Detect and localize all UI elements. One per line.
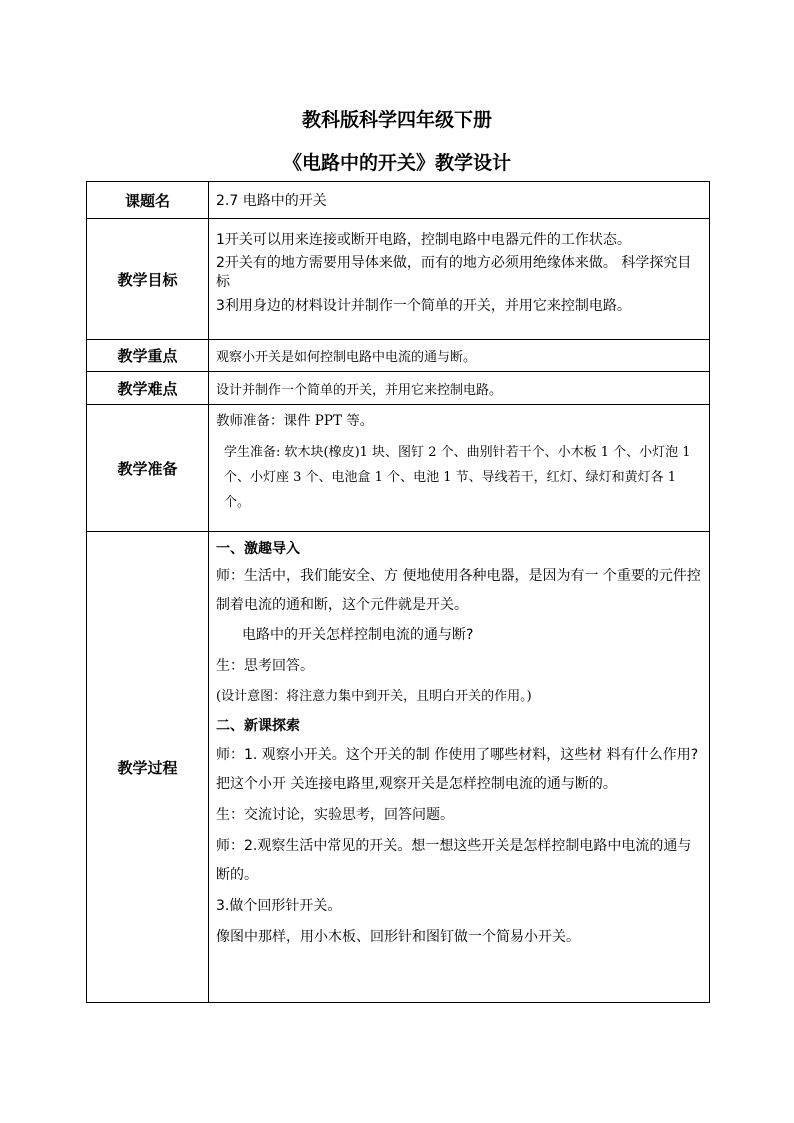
process-paragraph: 像图中那样，用小木板、回形针和图钉做一个简易小开关。 — [216, 929, 580, 945]
goals-content — [209, 219, 710, 340]
difficulty-label: 教学难点 — [87, 372, 209, 405]
row-preparation — [87, 405, 710, 532]
teacher-prep: 教师准备：课件 PPT 等。 — [216, 413, 374, 429]
process-paragraph: 生：交流讨论，实验思考，回答问题。 — [216, 807, 454, 823]
preparation-label: 教学准备 — [87, 405, 209, 532]
section-title: 一、激趣导入 — [216, 541, 300, 557]
preparation-content — [209, 405, 710, 532]
section-title: 二、新课探索 — [216, 718, 300, 734]
process-paragraph: 师：2.观察生活中常见的开关。想一想这些开关是怎样控制电路中电流的通与断的。 — [216, 838, 692, 883]
process-paragraph: 师：1. 观察小开关。这个开关的制 作使用了哪些材料，这些材 料有什么作用?把这个小开 关连接电路里,观察开关是怎样控制电流的通与断的。 — [216, 747, 699, 792]
row-topic — [87, 182, 710, 219]
row-key-point — [87, 340, 710, 372]
key-point-label: 教学重点 — [87, 340, 209, 372]
key-point-value: 观察小开关是如何控制电路中电流的通与断。 — [209, 340, 710, 372]
goal-item: 2开关有的地方需要用导体来做，而有的地方必须用绝缘体来做。 科学探究目标 — [216, 255, 692, 290]
process-paragraph: 电路中的开关怎样控制电流的通与断? — [242, 627, 474, 643]
lesson-plan-table — [86, 181, 710, 1003]
topic-value: 2.7 电路中的开关 — [209, 182, 710, 219]
goal-item: 3利用身边的材料设计并制作一个简单的开关，并用它来控制电路。 — [216, 298, 631, 314]
process-paragraph: 师：生活中，我们能安全、方 便地使用各种电器，是因为有一 个重要的元件控制着电流的通和断，这个元件就是开关。 — [216, 568, 701, 613]
row-process — [87, 532, 710, 1003]
difficulty-value: 设计并制作一个简单的开关，并用它来控制电路。 — [209, 372, 710, 405]
process-content — [209, 532, 710, 1003]
document-title: 教科版科学四年级下册 — [301, 109, 492, 131]
row-goals — [87, 219, 710, 340]
goal-item: 1开关可以用来连接或断开电路，控制电路中电器元件的工作状态。 — [216, 232, 631, 248]
document-subtitle: 《电路中的开关》教学设计 — [282, 152, 511, 174]
topic-label: 课题名 — [87, 182, 209, 219]
design-note: (设计意图：将注意力集中到开关，且明白开关的作用。) — [216, 689, 532, 704]
goals-label: 教学目标 — [87, 219, 209, 340]
student-prep: 学生准备: 软木块(橡皮)1 块、图钉 2 个、曲别针若干个、小木板 1 个、小灯泡 1 个、小灯座 3 个、电池盒 1 个、电池 1 节、导线若干，红灯、绿灯和黄灯各 1 个。 — [224, 445, 691, 510]
process-paragraph: 生：思考回答。 — [216, 658, 314, 674]
process-paragraph: 3.做个回形针开关。 — [216, 898, 342, 914]
row-difficulty — [87, 372, 710, 405]
process-label: 教学过程 — [87, 532, 209, 1003]
